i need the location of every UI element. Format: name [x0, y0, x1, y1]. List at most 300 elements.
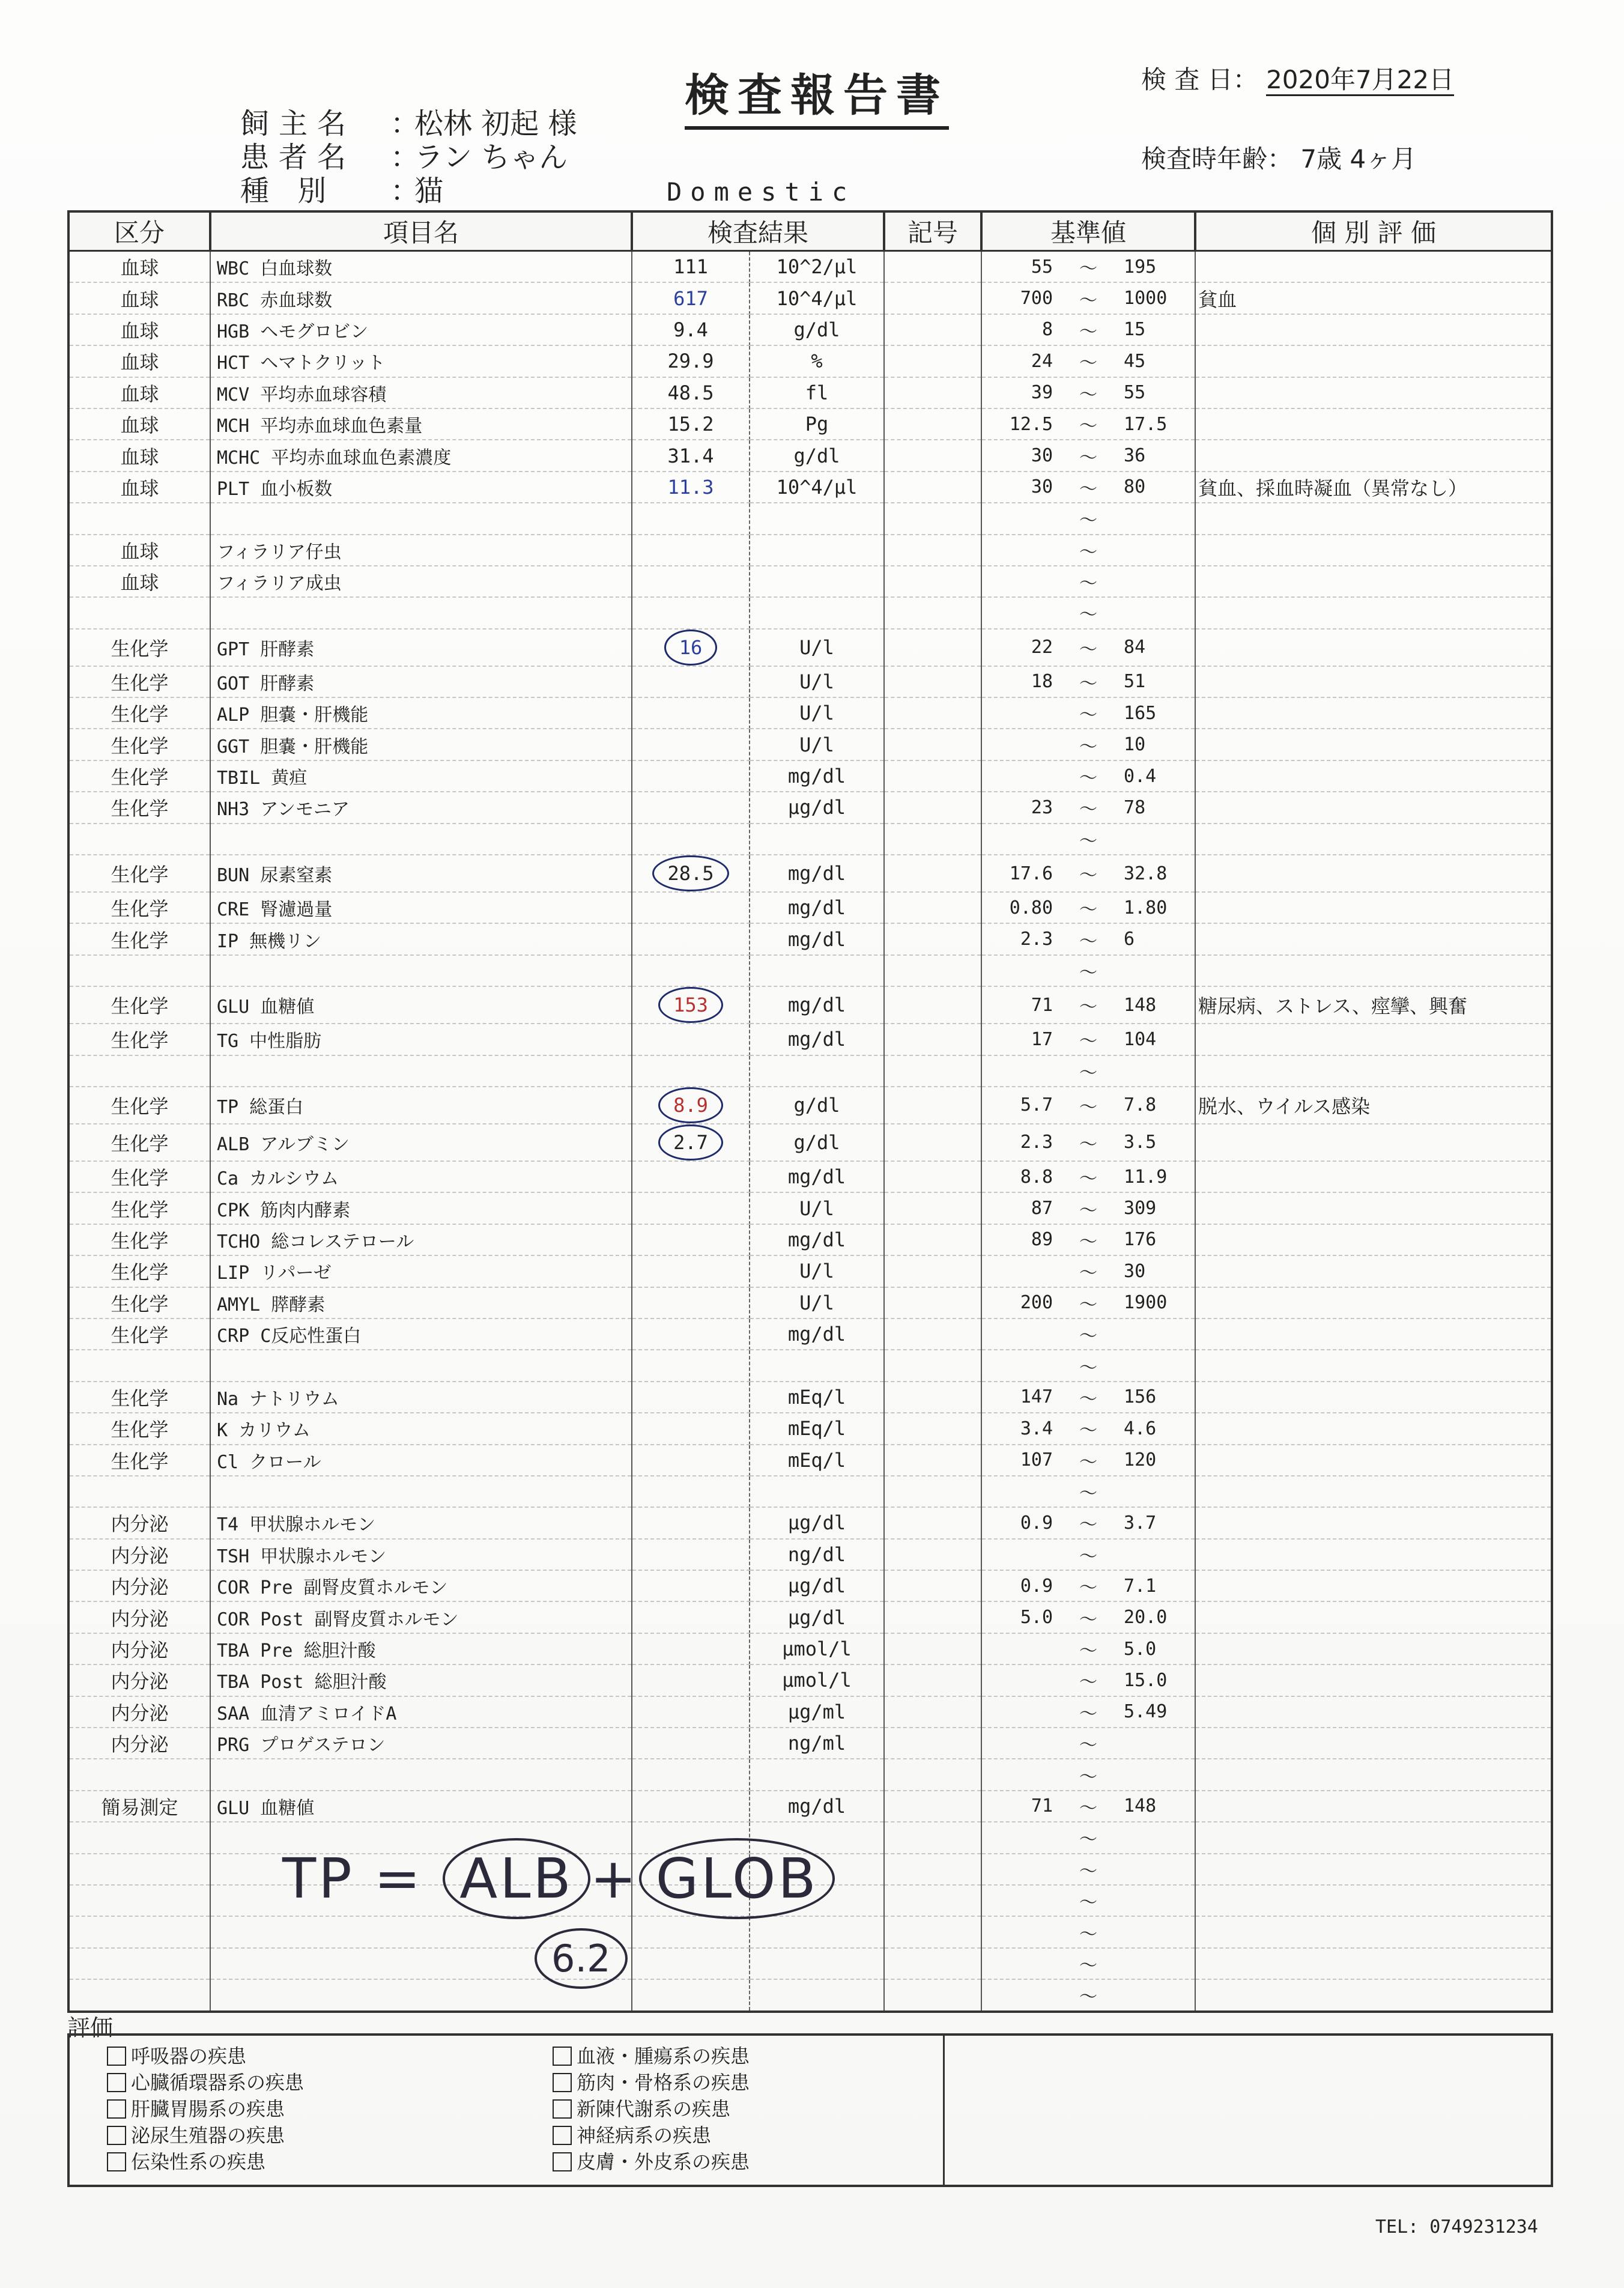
table-row: [68, 666, 1552, 697]
unit-cell: U/l: [750, 1255, 884, 1287]
item-cell: [210, 1350, 632, 1381]
reference-low: 2.3: [1020, 929, 1053, 950]
result-circle-mark: [658, 1124, 723, 1161]
evaluation-cell: [1195, 1916, 1552, 1947]
item-cell: K カリウム: [210, 1413, 632, 1444]
reference-high: 55: [1124, 382, 1146, 404]
evaluation-cell: 脱水、ウイルス感染: [1195, 1087, 1552, 1124]
table-row: [68, 1224, 1552, 1255]
reference-tilde: ～: [1079, 1231, 1098, 1252]
unit-cell: mEq/l: [750, 1413, 884, 1444]
reference-high: 11.9: [1124, 1166, 1168, 1188]
symbol-cell: [884, 408, 981, 440]
evaluation-notes: [945, 2036, 982, 2185]
category-cell: 簡易測定: [68, 1791, 210, 1822]
category-cell: 生化学: [68, 1318, 210, 1350]
symbol-cell: [884, 1759, 981, 1790]
evaluation-checkbox-item[interactable]: [553, 2122, 943, 2149]
reference-cell: [981, 282, 1195, 314]
symbol-cell: [884, 1382, 981, 1413]
table-row: [68, 792, 1552, 823]
page-title: 検査報告書: [685, 60, 949, 130]
unit-cell: 10^4/μl: [750, 472, 884, 503]
symbol-cell: [884, 345, 981, 377]
table-row: [68, 282, 1552, 314]
reference-tilde: ～: [1079, 416, 1098, 437]
item-cell: GPT 肝酵素: [210, 629, 632, 666]
reference-cell: [981, 314, 1195, 345]
reference-cell: [981, 1696, 1195, 1728]
reference-tilde: ～: [1079, 1096, 1098, 1118]
reference-cell: [981, 923, 1195, 954]
unit-cell: %: [750, 345, 884, 377]
reference-high: 120: [1124, 1449, 1157, 1471]
reference-tilde: ～: [1079, 384, 1098, 405]
item-cell: AMYL 膵酵素: [210, 1287, 632, 1318]
reference-cell: [981, 1507, 1195, 1538]
table-row: [68, 1601, 1552, 1633]
item-cell: CRE 腎濾過量: [210, 892, 632, 923]
result-cell: [632, 792, 750, 823]
evaluation-cell: [1195, 824, 1552, 855]
reference-high: 176: [1124, 1229, 1157, 1251]
result-cell: [632, 1161, 750, 1192]
symbol-cell: [884, 1161, 981, 1192]
category-cell: 生化学: [68, 792, 210, 823]
symbol-cell: [884, 697, 981, 729]
species-row: [240, 174, 577, 208]
evaluation-cell: [1195, 1948, 1552, 1979]
reference-cell: [981, 824, 1195, 855]
symbol-cell: [884, 1791, 981, 1822]
item-cell: MCH 平均赤血球血色素量: [210, 408, 632, 440]
unit-cell: [750, 1055, 884, 1087]
item-cell: [210, 1055, 632, 1087]
symbol-cell: [884, 1476, 981, 1507]
reference-cell: [981, 1024, 1195, 1055]
symbol-cell: [884, 666, 981, 697]
table-row: [68, 955, 1552, 986]
unit-cell: [750, 1759, 884, 1790]
result-cell: [632, 1255, 750, 1287]
reference-tilde: ～: [1079, 1955, 1098, 1976]
table-row: [68, 1916, 1552, 1947]
item-cell: GOT 肝酵素: [210, 666, 632, 697]
item-cell: PLT 血小板数: [210, 472, 632, 503]
category-cell: 内分泌: [68, 1539, 210, 1570]
symbol-cell: [884, 1055, 981, 1087]
reference-high: 15: [1124, 319, 1146, 341]
reference-low: 30: [1031, 445, 1053, 467]
symbol-cell: [884, 1413, 981, 1444]
checkbox-label: 筋肉・骨格系の疾患: [577, 2071, 750, 2094]
item-cell: [210, 1476, 632, 1507]
symbol-cell: [884, 1124, 981, 1161]
evaluation-cell: [1195, 1664, 1552, 1696]
reference-cell: [981, 729, 1195, 760]
result-cell: [632, 1664, 750, 1696]
reference-high: 1900: [1124, 1292, 1168, 1314]
result-cell: [632, 503, 750, 534]
evaluation-cell: [1195, 1791, 1552, 1822]
unit-cell: mEq/l: [750, 1445, 884, 1476]
result-cell: [632, 1445, 750, 1476]
exam-age: [1141, 139, 1416, 175]
table-row: [68, 1696, 1552, 1728]
formula-glob-circled: [639, 1838, 835, 1919]
checkbox-label: 血液・腫瘍系の疾患: [577, 2045, 750, 2068]
evaluation-cell: [1195, 503, 1552, 534]
reference-cell: [981, 1382, 1195, 1413]
symbol-cell: [884, 760, 981, 792]
reference-high: 32.8: [1124, 863, 1168, 884]
symbol-cell: [884, 1916, 981, 1947]
reference-cell: [981, 1287, 1195, 1318]
reference-tilde: ～: [1079, 1640, 1098, 1662]
checkbox-icon[interactable]: [107, 2099, 126, 2119]
category-cell: 血球: [68, 282, 210, 314]
reference-tilde: ～: [1079, 447, 1098, 469]
category-cell: 生化学: [68, 629, 210, 666]
reference-tilde: ～: [1079, 604, 1098, 626]
handwritten-result: [535, 1928, 628, 1989]
reference-tilde: ～: [1079, 1031, 1098, 1052]
reference-low: 8: [1041, 319, 1053, 341]
reference-cell: [981, 1445, 1195, 1476]
category-cell: 血球: [68, 535, 210, 566]
unit-cell: g/dl: [750, 1087, 884, 1124]
result-cell: [632, 697, 750, 729]
evaluation-cell: [1195, 440, 1552, 471]
category-cell: 生化学: [68, 923, 210, 954]
owner-value: 松林 初起 様: [414, 107, 577, 141]
category-cell: 血球: [68, 377, 210, 408]
evaluation-checkbox-item[interactable]: [553, 2149, 943, 2175]
table-row: [68, 1570, 1552, 1601]
item-cell: GLU 血糖値: [210, 1791, 632, 1822]
evaluation-cell: [1195, 1507, 1552, 1538]
evaluation-cell: [1195, 629, 1552, 666]
item-cell: TP 総蛋白: [210, 1087, 632, 1124]
reference-tilde: ～: [1079, 1388, 1098, 1410]
reference-low: 55: [1031, 256, 1053, 278]
result-value: 29.9: [667, 350, 714, 373]
evaluation-cell: [1195, 1124, 1552, 1161]
unit-cell: mg/dl: [750, 1318, 884, 1350]
evaluation-cell: [1195, 1224, 1552, 1255]
reference-cell: [981, 760, 1195, 792]
reference-cell: [981, 503, 1195, 534]
unit-cell: [750, 535, 884, 566]
category-cell: 生化学: [68, 729, 210, 760]
symbol-cell: [884, 1601, 981, 1633]
result-cell: [632, 1087, 750, 1124]
reference-high: 78: [1124, 797, 1146, 818]
table-row: [68, 697, 1552, 729]
checkbox-icon[interactable]: [553, 2126, 572, 2145]
reference-low: 71: [1031, 994, 1053, 1016]
reference-high: 148: [1124, 1795, 1157, 1817]
checkbox-icon[interactable]: [107, 2152, 126, 2171]
unit-cell: μg/dl: [750, 1601, 884, 1633]
reference-cell: [981, 1948, 1195, 1979]
reference-cell: [981, 408, 1195, 440]
item-cell: フィラリア仔虫: [210, 535, 632, 566]
reference-high: 156: [1124, 1386, 1157, 1408]
evaluation-checkbox-item[interactable]: [553, 2043, 943, 2069]
result-cell: [632, 1382, 750, 1413]
category-cell: 生化学: [68, 855, 210, 892]
result-value: 6.2: [551, 1937, 611, 1980]
table-row: [68, 503, 1552, 534]
evaluation-cell: [1195, 1413, 1552, 1444]
reference-cell: [981, 472, 1195, 503]
reference-cell: [981, 1791, 1195, 1822]
reference-low: 89: [1031, 1229, 1053, 1251]
checkbox-icon[interactable]: [553, 2099, 572, 2119]
evaluation-cell: [1195, 1601, 1552, 1633]
item-cell: GLU 血糖値: [210, 986, 632, 1024]
result-cell: [632, 1791, 750, 1822]
checkbox-label: 新陳代謝系の疾患: [577, 2098, 731, 2120]
unit-cell: U/l: [750, 629, 884, 666]
formula-plus: +: [590, 1846, 639, 1911]
reference-high: 3.5: [1124, 1132, 1157, 1153]
item-cell: HGB ヘモグロビン: [210, 314, 632, 345]
table-row: [68, 1350, 1552, 1381]
reference-tilde: ～: [1079, 799, 1098, 821]
table-row: [68, 1087, 1552, 1124]
category-cell: 内分泌: [68, 1507, 210, 1538]
unit-cell: mEq/l: [750, 1382, 884, 1413]
reference-low: 0.80: [1009, 897, 1053, 918]
result-cell: [632, 923, 750, 954]
result-value: 11.3: [667, 475, 714, 499]
category-cell: 生化学: [68, 1413, 210, 1444]
reference-low: 22: [1031, 637, 1053, 658]
result-cell: [632, 1696, 750, 1728]
unit-cell: [750, 1476, 884, 1507]
table-row: [68, 824, 1552, 855]
telephone: TEL: 0749231234: [1375, 2217, 1538, 2238]
evaluation-cell: [1195, 408, 1552, 440]
evaluation-cell: [1195, 535, 1552, 566]
owner-label: 飼主名: [240, 107, 356, 141]
evaluation-checkbox-item[interactable]: [107, 2096, 515, 2122]
evaluation-cell: [1195, 1055, 1552, 1087]
reference-cell: [981, 535, 1195, 566]
category-cell: [68, 1979, 210, 2011]
category-cell: [68, 1055, 210, 1087]
symbol-cell: [884, 597, 981, 628]
result-cell: [632, 1633, 750, 1664]
reference-tilde: ～: [1079, 1483, 1098, 1505]
reference-high: 5.49: [1124, 1701, 1168, 1723]
item-cell: MCV 平均赤血球容積: [210, 377, 632, 408]
reference-high: 7.8: [1124, 1094, 1157, 1116]
reference-tilde: ～: [1079, 1986, 1098, 2008]
header-reference: 基準値: [981, 211, 1195, 251]
result-cell: [632, 955, 750, 986]
reference-tilde: ～: [1079, 290, 1098, 311]
item-cell: Na ナトリウム: [210, 1382, 632, 1413]
item-cell: ALP 胆嚢・肝機能: [210, 697, 632, 729]
unit-cell: [750, 566, 884, 597]
evaluation-cell: [1195, 1633, 1552, 1664]
reference-low: 107: [1020, 1449, 1053, 1471]
evaluation-cell: [1195, 760, 1552, 792]
evaluation-label: 評価: [67, 2015, 114, 2041]
category-cell: [68, 1916, 210, 1947]
unit-cell: mg/dl: [750, 1791, 884, 1822]
item-cell: PRG プロゲステロン: [210, 1728, 632, 1759]
category-cell: 血球: [68, 472, 210, 503]
result-cell: [632, 1024, 750, 1055]
reference-high: 6: [1124, 929, 1135, 950]
reference-low: 3.4: [1020, 1418, 1053, 1439]
evaluation-checkbox-item[interactable]: [107, 2122, 515, 2149]
table-row: [68, 1413, 1552, 1444]
unit-cell: mg/dl: [750, 923, 884, 954]
reference-low: 8.8: [1020, 1166, 1053, 1188]
unit-cell: 10^4/μl: [750, 282, 884, 314]
reference-high: 20.0: [1124, 1607, 1168, 1628]
checkbox-icon[interactable]: [553, 2073, 572, 2092]
unit-cell: μg/dl: [750, 1570, 884, 1601]
reference-high: 84: [1124, 637, 1146, 658]
unit-cell: mg/dl: [750, 855, 884, 892]
result-cell: [632, 408, 750, 440]
checkbox-label: 伝染性系の疾患: [131, 2150, 266, 2173]
reference-low: 39: [1031, 382, 1053, 404]
reference-low: 700: [1020, 288, 1053, 309]
exam-age-label: 検査時年齢：: [1141, 144, 1293, 174]
reference-tilde: ～: [1079, 258, 1098, 280]
unit-cell: mg/dl: [750, 760, 884, 792]
category-cell: 生化学: [68, 1087, 210, 1124]
checkbox-icon[interactable]: [553, 2047, 572, 2066]
reference-tilde: ～: [1079, 1735, 1098, 1756]
unit-cell: U/l: [750, 729, 884, 760]
table-row: [68, 1979, 1552, 2011]
reference-tilde: ～: [1079, 1451, 1098, 1473]
breed-text: Domestic: [667, 177, 856, 207]
category-cell: 生化学: [68, 1224, 210, 1255]
item-cell: TBIL 黄疸: [210, 760, 632, 792]
result-circle-mark: [652, 855, 729, 891]
evaluation-checkbox-item[interactable]: [107, 2069, 515, 2096]
reference-cell: [981, 440, 1195, 471]
reference-tilde: ～: [1079, 1860, 1098, 1882]
symbol-cell: [884, 1633, 981, 1664]
reference-low: 200: [1020, 1292, 1053, 1314]
reference-tilde: ～: [1079, 830, 1098, 852]
evaluation-cell: [1195, 1885, 1552, 1916]
checkbox-icon[interactable]: [107, 2126, 126, 2145]
table-row: [68, 1728, 1552, 1759]
reference-cell: [981, 1413, 1195, 1444]
result-value: 9.4: [673, 318, 708, 341]
category-cell: 血球: [68, 314, 210, 345]
symbol-cell: [884, 377, 981, 408]
reference-low: 147: [1020, 1386, 1053, 1408]
reference-high: 80: [1124, 476, 1146, 498]
formula-equals: =: [374, 1846, 423, 1911]
category-cell: 内分泌: [68, 1601, 210, 1633]
reference-high: 15.0: [1124, 1669, 1168, 1691]
symbol-cell: [884, 1664, 981, 1696]
reference-high: 5.0: [1124, 1638, 1157, 1660]
reference-high: 195: [1124, 256, 1157, 278]
table-row: [68, 760, 1552, 792]
reference-tilde: ～: [1079, 1168, 1098, 1190]
result-cell: [632, 1350, 750, 1381]
result-cell: [632, 892, 750, 923]
exam-date: [1141, 60, 1454, 96]
formula-alb: ALB: [459, 1846, 574, 1911]
reference-cell: [981, 855, 1195, 892]
evaluation-cell: [1195, 666, 1552, 697]
checkbox-icon[interactable]: [107, 2073, 126, 2092]
table-row: [68, 1539, 1552, 1570]
reference-cell: [981, 1854, 1195, 1885]
symbol-cell: [884, 855, 981, 892]
table-row: [68, 1445, 1552, 1476]
reference-low: 0.9: [1020, 1575, 1053, 1597]
evaluation-checkbox-item[interactable]: [107, 2149, 515, 2175]
table-row: [68, 1664, 1552, 1696]
header-category: 区分: [68, 211, 210, 251]
unit-cell: mg/dl: [750, 892, 884, 923]
category-cell: 生化学: [68, 666, 210, 697]
unit-cell: U/l: [750, 1192, 884, 1224]
evaluation-cell: [1195, 314, 1552, 345]
item-cell: RBC 赤血球数: [210, 282, 632, 314]
checkbox-icon[interactable]: [107, 2047, 126, 2066]
reference-tilde: ～: [1079, 1923, 1098, 1945]
unit-cell: [750, 503, 884, 534]
symbol-cell: [884, 1318, 981, 1350]
table-row: [68, 1161, 1552, 1192]
result-cell: [632, 629, 750, 666]
checkbox-label: 心臓循環器系の疾患: [131, 2071, 304, 2094]
unit-cell: [750, 824, 884, 855]
table-row: [68, 1476, 1552, 1507]
evaluation-checkbox-item[interactable]: [107, 2043, 515, 2069]
evaluation-cell: [1195, 1979, 1552, 2011]
category-cell: 血球: [68, 440, 210, 471]
reference-tilde: ～: [1079, 768, 1098, 789]
evaluation-checkbox-item[interactable]: [553, 2069, 943, 2096]
table-row: [68, 251, 1552, 283]
reference-high: 45: [1124, 350, 1146, 372]
species-colon: ：: [390, 174, 420, 208]
evaluation-cell: [1195, 1696, 1552, 1728]
evaluation-cell: [1195, 345, 1552, 377]
result-cell: [632, 1124, 750, 1161]
item-cell: TBA Post 総胆汁酸: [210, 1664, 632, 1696]
table-row: [68, 408, 1552, 440]
evaluation-checkbox-item[interactable]: [553, 2096, 943, 2122]
result-value: 8.9: [673, 1093, 708, 1117]
checkbox-icon[interactable]: [553, 2152, 572, 2171]
category-cell: [68, 824, 210, 855]
evaluation-cell: [1195, 1382, 1552, 1413]
reference-tilde: ～: [1079, 478, 1098, 500]
reference-low: 0.9: [1020, 1512, 1053, 1534]
symbol-cell: [884, 1024, 981, 1055]
symbol-cell: [884, 892, 981, 923]
